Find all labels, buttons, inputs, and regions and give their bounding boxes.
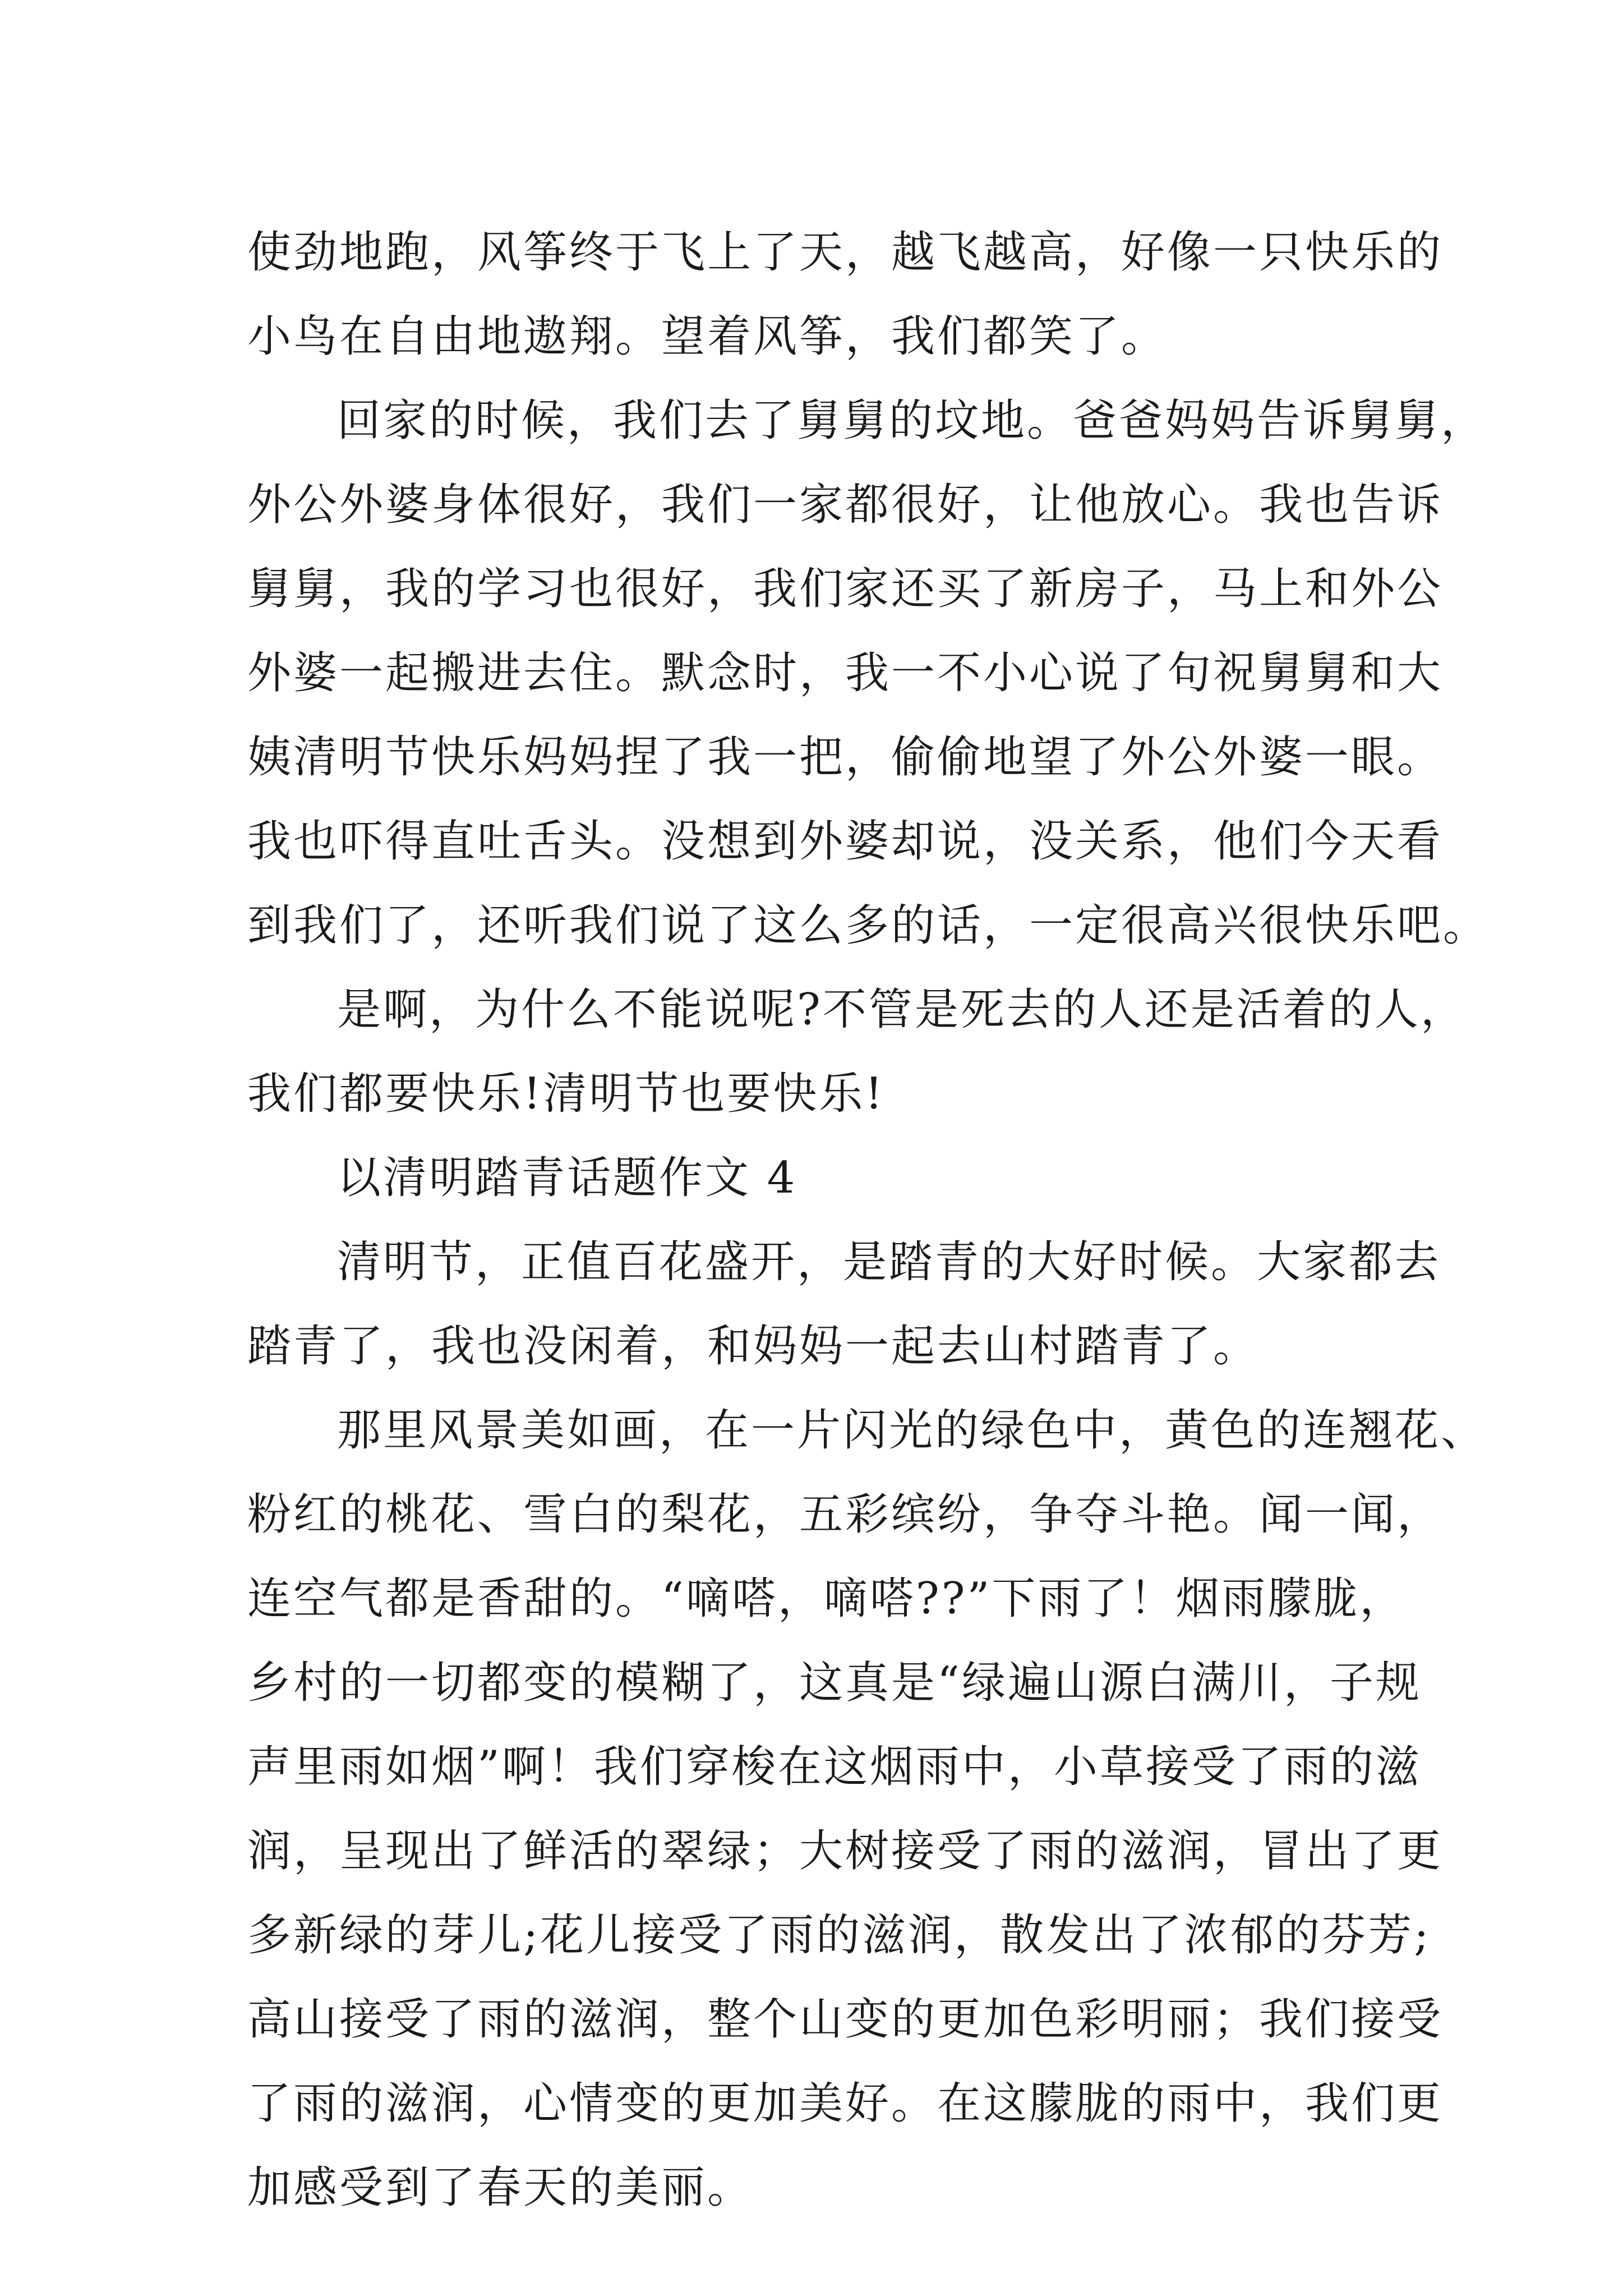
text-line: 回家的时候，我们去了舅舅的坟地。爸爸妈妈告诉舅舅， (337, 395, 1487, 446)
text-line: 粉红的桃花、雪白的梨花，五彩缤纷，争夺斗艳。闻一闻， (247, 1489, 1444, 1540)
text-line: 踏青了，我也没闲着，和妈妈一起去山村踏青了。 (247, 1321, 1260, 1372)
text-line: 声里雨如烟”啊！我们穿梭在这烟雨中，小草接受了雨的滋 (247, 1742, 1422, 1792)
section-heading: 以清明踏青话题作文 4 (337, 1153, 797, 1203)
text-line: 外公外婆身体很好，我们一家都很好，让他放心。我也告诉 (247, 480, 1444, 530)
text-line: 连空气都是香甜的。“嘀嗒，嘀嗒??”下雨了！烟雨朦胧， (247, 1573, 1406, 1624)
text-line: 那里风景美如画，在一片闪光的绿色中，黄色的连翘花、 (337, 1405, 1487, 1456)
text-line: 到我们了，还听我们说了这么多的话，一定很高兴很快乐吧。 (247, 900, 1490, 951)
text-line: 高山接受了雨的滋润，整个山变的更加色彩明丽；我们接受 (247, 1994, 1444, 2045)
text-line: 小鸟在自由地遨翔。望着风筝，我们都笑了。 (247, 311, 1168, 362)
text-line: 乡村的一切都变的模糊了，这真是“绿遍山源白满川，子规 (247, 1658, 1422, 1708)
text-line: 润，呈现出了鲜活的翠绿；大树接受了雨的滋润，冒出了更 (247, 1826, 1444, 1876)
text-line: 了雨的滋润，心情变的更加美好。在这朦胧的雨中，我们更 (247, 2078, 1444, 2129)
text-line: 加感受到了春天的美丽。 (247, 2162, 754, 2213)
text-line: 姨清明节快乐妈妈捏了我一把，偷偷地望了外公外婆一眼。 (247, 732, 1444, 783)
text-line: 我也吓得直吐舌头。没想到外婆却说，没关系，他们今天看 (247, 816, 1444, 867)
text-line: 多新绿的芽儿;花儿接受了雨的滋润，散发出了浓郁的芬芳; (247, 1910, 1431, 1961)
body-text (247, 210, 1490, 2230)
text-line: 舅舅，我的学习也很好，我们家还买了新房子，马上和外公 (247, 564, 1444, 614)
text-line: 清明节，正值百花盛开，是踏青的大好时候。大家都去 (337, 1237, 1441, 1287)
text-line: 使劲地跑，风筝终于飞上了天，越飞越高，好像一只快乐的 (247, 227, 1444, 278)
text-line: 是啊，为什么不能说呢?不管是死去的人还是活着的人， (337, 984, 1467, 1035)
text-line: 我们都要快乐!清明节也要快乐! (247, 1069, 885, 1119)
text-line: 外婆一起搬进去住。默念时，我一不小心说了句祝舅舅和大 (247, 648, 1444, 698)
